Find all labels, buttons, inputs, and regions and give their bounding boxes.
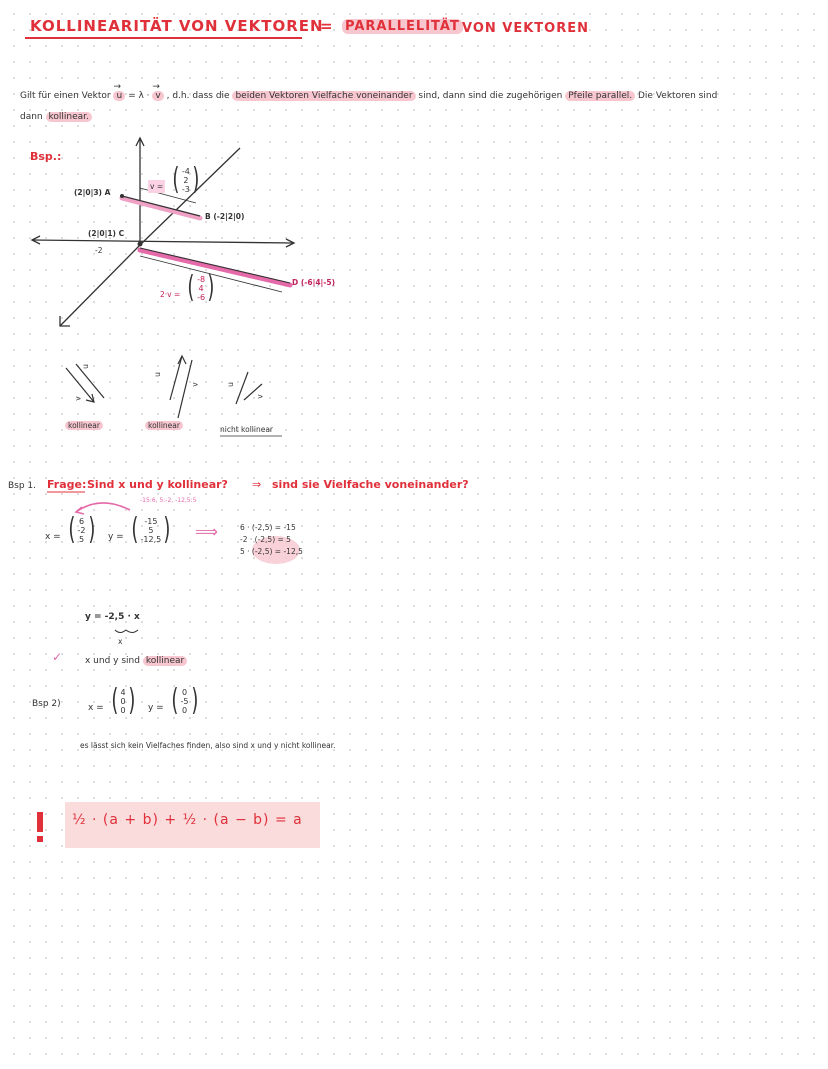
sketch-1-arrows [66,364,104,402]
bsp1-brace-label: x [118,637,123,646]
axis-tick-label: -2 [95,246,103,255]
sketch3-label-v: v [255,394,265,399]
sketch-2-arrows [170,356,192,418]
title-highlight: PARALLELITÄT [342,19,463,34]
x-val: 4 [120,687,126,697]
v-val: -4 [181,166,190,176]
title-right: VON VEKTOREN [462,21,589,36]
calc-line: 6 · (-2,5) = -15 [240,523,296,532]
def-eq: = [128,91,136,101]
warning-bar [37,812,43,832]
multiply-curve-arrow [76,503,130,512]
def-text-2: , d.h. dass die [166,91,230,101]
title-equals: = [320,17,334,35]
y-label: y = [108,532,124,542]
v-annotation-label: v = [150,182,164,191]
v-column-vector: ( -4 2 -3 ) [172,162,200,197]
x-label: x = [88,703,104,713]
page-title: KOLLINEARITÄT VON VEKTOREN [30,17,324,35]
bsp1-y-vector [108,512,173,547]
warning-dot [37,836,43,842]
def-highlight-3: kollinear. [46,112,92,122]
point-b-label: B (-2|2|0) [205,212,245,221]
sketch2-label-u: u [152,372,162,377]
bsp1-frage: Frage: [47,478,87,491]
bsp2-conclusion: es lässt sich kein Vielfaches finden, also sind x und y nicht kollinear. [80,741,336,750]
def-lambda: λ · [138,91,150,101]
check-icon: ✓ [52,650,63,664]
brace [115,630,138,633]
v-val: 2 [183,175,189,185]
sketch3-caption: nicht kollinear [220,425,274,434]
y-column: ( 0 -5 0 ) [171,683,198,718]
sketch1-caption: kollinear [65,421,103,430]
x-column: ( 4 0 0 ) [111,683,136,718]
x-label: x = [45,532,61,542]
y-label: y = [148,703,164,713]
def-text-1: Gilt für einen Vektor [20,91,111,101]
def-highlight-1: beiden Vektoren Vielfache voneinander [232,91,415,101]
bsp1-question-2: sind sie Vielfache voneinander? [272,478,469,491]
bsp1-question: Sind x und y kollinear? [87,478,228,491]
def-highlight-2: Pfeile parallel. [565,91,635,101]
y-val: -12,5 [140,534,162,544]
bsp1-equation: y = -2,5 · x [85,612,140,622]
sketch1-label-v: v [73,396,83,401]
sketch2-label-v: v [190,382,200,387]
sketch1-label-u: u [80,364,90,369]
vector-u: → u [113,91,125,101]
sketch-3-arrows [236,372,262,404]
y-val: 5 [148,525,154,535]
bsp2-x-vector [88,683,137,718]
x-val: 0 [120,696,126,706]
y-val: -5 [180,696,189,706]
definition-line-1 [20,91,717,101]
y-val: 0 [181,687,188,697]
calc-line: 5 · (-2,5) = -12,5 [240,547,303,556]
y-axis [32,240,294,243]
x-val: 0 [120,705,126,715]
x-column: ( 6 -2 5 ) [68,512,95,547]
point-a-label: (2|0|3) A [74,188,111,197]
bsp1-result [85,656,187,666]
result-highlight: kollinear [143,656,187,666]
x-val: -2 [77,525,86,535]
sketch3-label-u: u [225,382,235,387]
definition-line-2 [20,112,92,122]
x-val: 5 [78,534,85,544]
point-c-label: (2|0|1) C [88,229,125,238]
note-formula: ½ · (a + b) + ½ · (a − b) = a [72,812,303,828]
point-d-label: D (-6|4|-5) [292,278,336,287]
vector-v-label: → v [152,91,163,101]
bsp2-y-vector [148,683,200,718]
x-val: 6 [78,516,85,526]
y-val: 0 [181,705,188,715]
def-text-3: sind, dann sind die zugehörigen [418,91,563,101]
v2-val: 4 [198,283,204,293]
def-text-5: dann [20,112,43,122]
x-axis [60,245,140,326]
bsp1-label: Bsp 1. [8,481,37,491]
bsp1-implies: ⟹ [195,522,218,541]
bsp2-label: Bsp 2) [32,699,61,709]
v2-val: -6 [197,292,206,302]
bsp1-arrow: ⇒ [252,478,262,491]
example-label: Bsp.: [30,150,62,163]
v2-val: -8 [197,274,206,284]
def-text-4: Die Vektoren sind [638,91,718,101]
calc-line: -2 · (-2,5) = 5 [240,535,291,544]
sketch2-caption: kollinear [145,421,183,430]
vector-v-annotation [148,162,202,197]
vector-2v-annotation [160,270,217,305]
v2-annotation-label: 2·v = [160,290,181,299]
bsp1-scribble: -15:6, 5:-2, -12,5:5 [140,497,197,504]
bsp1-x-vector [45,512,97,547]
y-column: ( -15 5 -12,5 ) [131,512,171,547]
result-text: x und y sind [85,656,140,666]
v-val: -3 [181,184,190,194]
y-val: -15 [144,516,158,526]
bsp1-calculations [240,522,303,558]
diagonal-line [140,148,240,245]
v2-column-vector: ( -8 4 -6 ) [187,270,215,305]
